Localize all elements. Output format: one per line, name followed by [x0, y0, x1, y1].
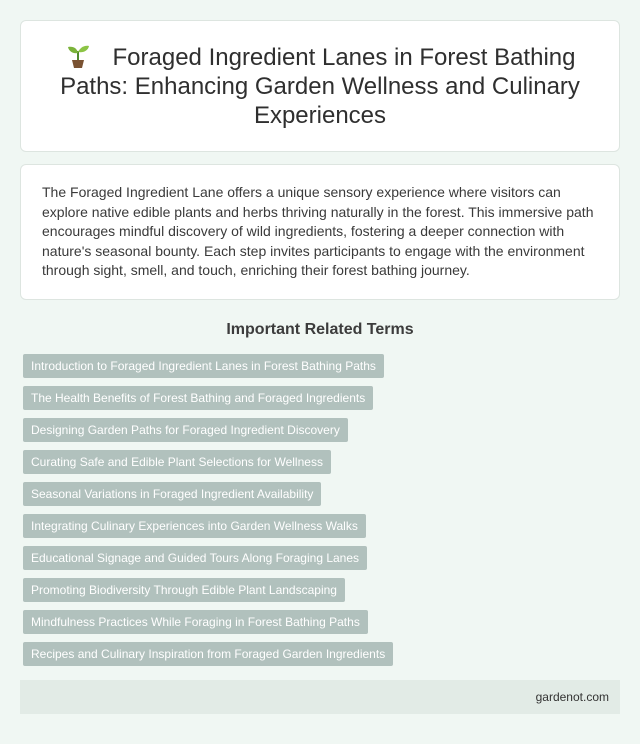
seedling-icon: [65, 44, 91, 68]
related-term-tag[interactable]: Recipes and Culinary Inspiration from Foraged Garden Ingredients: [23, 642, 393, 666]
related-term-tag[interactable]: Designing Garden Paths for Foraged Ingredient Discovery: [23, 418, 348, 442]
related-term-tag[interactable]: The Health Benefits of Forest Bathing and Foraged Ingredients: [23, 386, 373, 410]
related-terms-list: [23, 354, 617, 674]
related-term-tag[interactable]: Curating Safe and Edible Plant Selections for Wellness: [23, 450, 331, 474]
related-term-tag[interactable]: Integrating Culinary Experiences into Garden Wellness Walks: [23, 514, 366, 538]
related-term-tag[interactable]: Promoting Biodiversity Through Edible Plant Landscaping: [23, 578, 345, 602]
related-term-tag[interactable]: Mindfulness Practices While Foraging in Forest Bathing Paths: [23, 610, 368, 634]
footer-site-link[interactable]: gardenot.com: [535, 690, 609, 704]
related-term-tag[interactable]: Seasonal Variations in Foraged Ingredient Availability: [23, 482, 321, 506]
description-card: [20, 164, 620, 300]
title-card: [20, 20, 620, 152]
related-terms-heading: Important Related Terms: [226, 321, 414, 338]
page-title-text: Foraged Ingredient Lanes in Forest Bathing Paths: Enhancing Garden Wellness and Culinary Experiences: [60, 43, 580, 129]
description-text: The Foraged Ingredient Lane offers a unique sensory experience where visitors can explore native edible plants and herbs thriving naturally in the forest. This immersive path encourages mindful discovery of wild ingredients, fostering a deeper connection with nature's seasonal bounty. Each step invites participants to engage with the environment through sight, smell, and touch, enriching their forest bathing journey.: [42, 184, 594, 278]
page-title: [49, 43, 591, 130]
related-term-tag[interactable]: Educational Signage and Guided Tours Along Foraging Lanes: [23, 546, 367, 570]
footer-bar: [20, 680, 620, 714]
related-term-tag[interactable]: Introduction to Foraged Ingredient Lanes in Forest Bathing Paths: [23, 354, 384, 378]
